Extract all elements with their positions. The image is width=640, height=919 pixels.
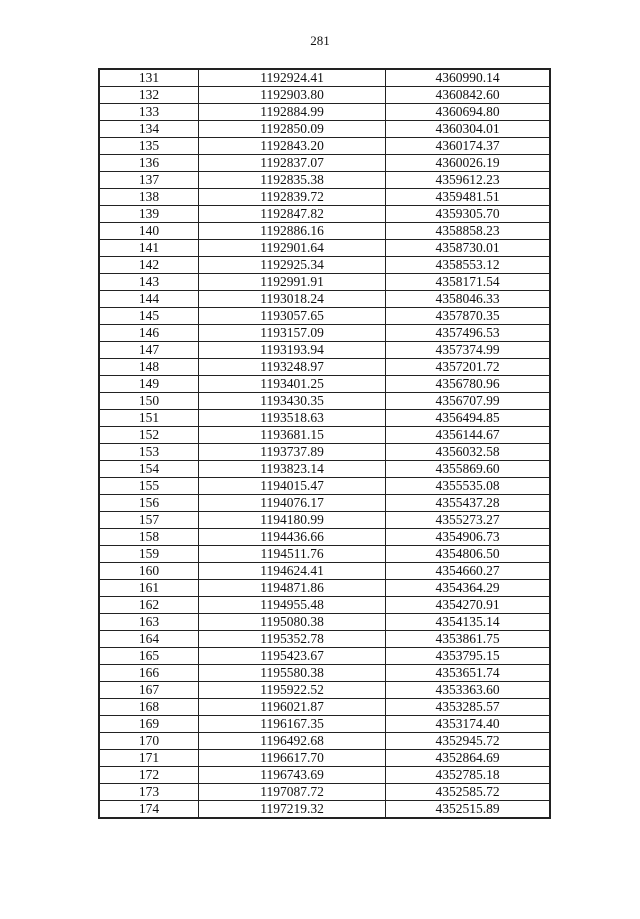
- point-number-cell: 171: [99, 750, 198, 767]
- table-row: [99, 410, 550, 427]
- y-coordinate-cell: 4352585.72: [386, 784, 550, 801]
- y-coordinate-cell: 4356780.96: [386, 376, 550, 393]
- x-coordinate-cell: 1195352.78: [198, 631, 385, 648]
- point-number-cell: 160: [99, 563, 198, 580]
- x-coordinate-cell: 1196021.87: [198, 699, 385, 716]
- y-coordinate-cell: 4354135.14: [386, 614, 550, 631]
- y-coordinate-cell: 4356494.85: [386, 410, 550, 427]
- x-coordinate-cell: 1193157.09: [198, 325, 385, 342]
- x-coordinate-cell: 1192837.07: [198, 155, 385, 172]
- point-number-cell: 141: [99, 240, 198, 257]
- point-number-cell: 153: [99, 444, 198, 461]
- point-number-cell: 155: [99, 478, 198, 495]
- table-row: [99, 240, 550, 257]
- x-coordinate-cell: 1193018.24: [198, 291, 385, 308]
- table-row: [99, 206, 550, 223]
- x-coordinate-cell: 1194955.48: [198, 597, 385, 614]
- table-row: [99, 69, 550, 87]
- point-number-cell: 140: [99, 223, 198, 240]
- point-number-cell: 164: [99, 631, 198, 648]
- table-row: [99, 665, 550, 682]
- y-coordinate-cell: 4360694.80: [386, 104, 550, 121]
- table-row: [99, 597, 550, 614]
- x-coordinate-cell: 1195080.38: [198, 614, 385, 631]
- table-row: [99, 376, 550, 393]
- y-coordinate-cell: 4357201.72: [386, 359, 550, 376]
- y-coordinate-cell: 4358730.01: [386, 240, 550, 257]
- x-coordinate-cell: 1193737.89: [198, 444, 385, 461]
- table-row: [99, 342, 550, 359]
- page-number: 281: [310, 33, 330, 48]
- point-number-cell: 172: [99, 767, 198, 784]
- y-coordinate-cell: 4360026.19: [386, 155, 550, 172]
- y-coordinate-cell: 4358553.12: [386, 257, 550, 274]
- x-coordinate-cell: 1194180.99: [198, 512, 385, 529]
- point-number-cell: 166: [99, 665, 198, 682]
- point-number-cell: 174: [99, 801, 198, 819]
- point-number-cell: 152: [99, 427, 198, 444]
- x-coordinate-cell: 1196743.69: [198, 767, 385, 784]
- point-number-cell: 168: [99, 699, 198, 716]
- x-coordinate-cell: 1195423.67: [198, 648, 385, 665]
- y-coordinate-cell: 4356144.67: [386, 427, 550, 444]
- point-number-cell: 139: [99, 206, 198, 223]
- point-number-cell: 156: [99, 495, 198, 512]
- x-coordinate-cell: 1192850.09: [198, 121, 385, 138]
- table-row: [99, 172, 550, 189]
- y-coordinate-cell: 4354364.29: [386, 580, 550, 597]
- x-coordinate-cell: 1193823.14: [198, 461, 385, 478]
- table-row: [99, 461, 550, 478]
- y-coordinate-cell: 4360990.14: [386, 69, 550, 87]
- point-number-cell: 154: [99, 461, 198, 478]
- y-coordinate-cell: 4355535.08: [386, 478, 550, 495]
- table-row: [99, 512, 550, 529]
- point-number-cell: 131: [99, 69, 198, 87]
- x-coordinate-cell: 1192991.91: [198, 274, 385, 291]
- table-row: [99, 104, 550, 121]
- x-coordinate-cell: 1194076.17: [198, 495, 385, 512]
- x-coordinate-cell: 1197087.72: [198, 784, 385, 801]
- point-number-cell: 143: [99, 274, 198, 291]
- x-coordinate-cell: 1192839.72: [198, 189, 385, 206]
- y-coordinate-cell: 4360304.01: [386, 121, 550, 138]
- y-coordinate-cell: 4352515.89: [386, 801, 550, 819]
- x-coordinate-cell: 1194015.47: [198, 478, 385, 495]
- y-coordinate-cell: 4353651.74: [386, 665, 550, 682]
- point-number-cell: 167: [99, 682, 198, 699]
- table-row: [99, 121, 550, 138]
- coordinates-table-body: [99, 69, 550, 818]
- y-coordinate-cell: 4359612.23: [386, 172, 550, 189]
- y-coordinate-cell: 4359305.70: [386, 206, 550, 223]
- x-coordinate-cell: 1193193.94: [198, 342, 385, 359]
- point-number-cell: 133: [99, 104, 198, 121]
- point-number-cell: 148: [99, 359, 198, 376]
- y-coordinate-cell: 4352945.72: [386, 733, 550, 750]
- x-coordinate-cell: 1192835.38: [198, 172, 385, 189]
- point-number-cell: 170: [99, 733, 198, 750]
- y-coordinate-cell: 4352785.18: [386, 767, 550, 784]
- point-number-cell: 144: [99, 291, 198, 308]
- table-row: [99, 682, 550, 699]
- x-coordinate-cell: 1192924.41: [198, 69, 385, 87]
- table-row: [99, 546, 550, 563]
- y-coordinate-cell: 4354660.27: [386, 563, 550, 580]
- table-row: [99, 393, 550, 410]
- table-row: [99, 274, 550, 291]
- y-coordinate-cell: 4354270.91: [386, 597, 550, 614]
- table-row: [99, 495, 550, 512]
- table-row: [99, 580, 550, 597]
- table-row: [99, 784, 550, 801]
- point-number-cell: 165: [99, 648, 198, 665]
- point-number-cell: 162: [99, 597, 198, 614]
- point-number-cell: 137: [99, 172, 198, 189]
- table-row: [99, 257, 550, 274]
- table-row: [99, 563, 550, 580]
- y-coordinate-cell: 4358046.33: [386, 291, 550, 308]
- point-number-cell: 169: [99, 716, 198, 733]
- x-coordinate-cell: 1192925.34: [198, 257, 385, 274]
- x-coordinate-cell: 1194871.86: [198, 580, 385, 597]
- x-coordinate-cell: 1194624.41: [198, 563, 385, 580]
- table-row: [99, 325, 550, 342]
- point-number-cell: 161: [99, 580, 198, 597]
- y-coordinate-cell: 4355273.27: [386, 512, 550, 529]
- y-coordinate-cell: 4357374.99: [386, 342, 550, 359]
- table-row: [99, 427, 550, 444]
- coordinates-table: [98, 68, 551, 819]
- x-coordinate-cell: 1196617.70: [198, 750, 385, 767]
- table-row: [99, 308, 550, 325]
- y-coordinate-cell: 4356707.99: [386, 393, 550, 410]
- point-number-cell: 145: [99, 308, 198, 325]
- x-coordinate-cell: 1193518.63: [198, 410, 385, 427]
- y-coordinate-cell: 4359481.51: [386, 189, 550, 206]
- x-coordinate-cell: 1193430.35: [198, 393, 385, 410]
- y-coordinate-cell: 4358171.54: [386, 274, 550, 291]
- y-coordinate-cell: 4355437.28: [386, 495, 550, 512]
- point-number-cell: 157: [99, 512, 198, 529]
- table-row: [99, 87, 550, 104]
- point-number-cell: 136: [99, 155, 198, 172]
- table-row: [99, 444, 550, 461]
- y-coordinate-cell: 4357496.53: [386, 325, 550, 342]
- x-coordinate-cell: 1193681.15: [198, 427, 385, 444]
- point-number-cell: 159: [99, 546, 198, 563]
- table-row: [99, 189, 550, 206]
- point-number-cell: 158: [99, 529, 198, 546]
- x-coordinate-cell: 1192886.16: [198, 223, 385, 240]
- table-row: [99, 767, 550, 784]
- x-coordinate-cell: 1196492.68: [198, 733, 385, 750]
- table-row: [99, 478, 550, 495]
- x-coordinate-cell: 1192884.99: [198, 104, 385, 121]
- table-row: [99, 648, 550, 665]
- y-coordinate-cell: 4360842.60: [386, 87, 550, 104]
- table-row: [99, 138, 550, 155]
- x-coordinate-cell: 1194511.76: [198, 546, 385, 563]
- y-coordinate-cell: 4353363.60: [386, 682, 550, 699]
- y-coordinate-cell: 4357870.35: [386, 308, 550, 325]
- y-coordinate-cell: 4354806.50: [386, 546, 550, 563]
- table-row: [99, 529, 550, 546]
- x-coordinate-cell: 1192901.64: [198, 240, 385, 257]
- y-coordinate-cell: 4355869.60: [386, 461, 550, 478]
- x-coordinate-cell: 1194436.66: [198, 529, 385, 546]
- x-coordinate-cell: 1193401.25: [198, 376, 385, 393]
- x-coordinate-cell: 1195922.52: [198, 682, 385, 699]
- y-coordinate-cell: 4360174.37: [386, 138, 550, 155]
- table-row: [99, 291, 550, 308]
- point-number-cell: 150: [99, 393, 198, 410]
- table-row: [99, 716, 550, 733]
- y-coordinate-cell: 4353285.57: [386, 699, 550, 716]
- table-row: [99, 733, 550, 750]
- point-number-cell: 138: [99, 189, 198, 206]
- table-row: [99, 750, 550, 767]
- point-number-cell: 134: [99, 121, 198, 138]
- x-coordinate-cell: 1193248.97: [198, 359, 385, 376]
- table-row: [99, 614, 550, 631]
- y-coordinate-cell: 4356032.58: [386, 444, 550, 461]
- point-number-cell: 147: [99, 342, 198, 359]
- y-coordinate-cell: 4354906.73: [386, 529, 550, 546]
- table-row: [99, 359, 550, 376]
- y-coordinate-cell: 4352864.69: [386, 750, 550, 767]
- point-number-cell: 135: [99, 138, 198, 155]
- point-number-cell: 132: [99, 87, 198, 104]
- point-number-cell: 149: [99, 376, 198, 393]
- table-row: [99, 699, 550, 716]
- y-coordinate-cell: 4353795.15: [386, 648, 550, 665]
- x-coordinate-cell: 1197219.32: [198, 801, 385, 819]
- x-coordinate-cell: 1195580.38: [198, 665, 385, 682]
- x-coordinate-cell: 1192843.20: [198, 138, 385, 155]
- y-coordinate-cell: 4358858.23: [386, 223, 550, 240]
- x-coordinate-cell: 1196167.35: [198, 716, 385, 733]
- x-coordinate-cell: 1192847.82: [198, 206, 385, 223]
- point-number-cell: 151: [99, 410, 198, 427]
- table-row: [99, 801, 550, 819]
- point-number-cell: 163: [99, 614, 198, 631]
- point-number-cell: 142: [99, 257, 198, 274]
- table-row: [99, 155, 550, 172]
- y-coordinate-cell: 4353174.40: [386, 716, 550, 733]
- point-number-cell: 173: [99, 784, 198, 801]
- table-row: [99, 223, 550, 240]
- point-number-cell: 146: [99, 325, 198, 342]
- y-coordinate-cell: 4353861.75: [386, 631, 550, 648]
- table-row: [99, 631, 550, 648]
- x-coordinate-cell: 1193057.65: [198, 308, 385, 325]
- x-coordinate-cell: 1192903.80: [198, 87, 385, 104]
